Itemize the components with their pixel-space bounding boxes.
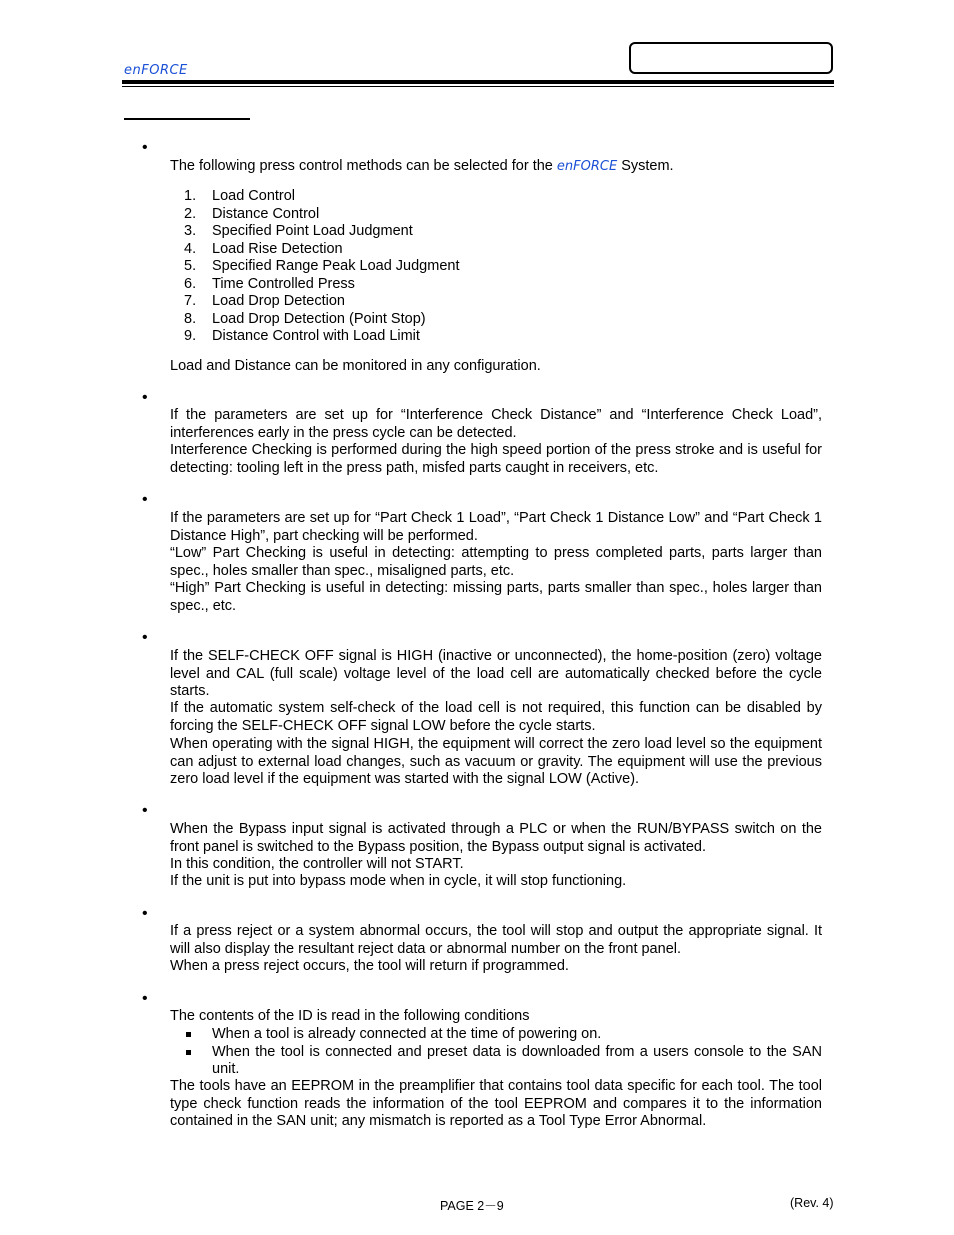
bypass-paragraph-3: If the unit is put into bypass mode when in cycle, it will stop functioning.	[170, 873, 627, 889]
control-method-label: Time Controlled Press	[212, 275, 355, 292]
control-method-number: 3.	[184, 223, 197, 239]
control-method-number: 1.	[184, 188, 197, 204]
revision: (Rev. 4)	[790, 1196, 834, 1210]
bullet-icon: •	[142, 629, 148, 646]
methods-intro: The following press control methods can be selected for the enFORCE System.	[170, 158, 674, 174]
part-check-paragraph-1: If the parameters are set up for “Part Check 1 Load”, “Part Check 1 Distance Low” and “Part Check 1 Distance High”, part checking will be performed.	[170, 510, 822, 544]
control-method-number: 4.	[184, 240, 197, 257]
interference-paragraph-1: If the parameters are set up for “Interference Check Distance” and “Interference Check Load”, interferences early in the press cycle can be detected.	[170, 407, 822, 441]
control-method-item	[170, 188, 459, 206]
control-method-label: Load Drop Detection	[212, 293, 345, 309]
control-method-number: 9.	[184, 328, 197, 344]
reject-paragraph-2: When a press reject occurs, the tool will return if programmed.	[170, 958, 569, 974]
control-method-label: Specified Range Peak Load Judgment	[212, 258, 460, 274]
reject-paragraph-1: If a press reject or a system abnormal occurs, the tool will stop and output the appropriate signal. It will also display the resultant reject data or abnormal number on the front panel.	[170, 923, 822, 957]
bullet-icon: •	[142, 139, 148, 156]
control-method-label: Load Rise Detection	[212, 240, 343, 257]
control-method-label: Load Drop Detection (Point Stop)	[212, 310, 426, 327]
enforce-brand-inline: enFORCE	[556, 159, 618, 174]
bullet-icon: •	[142, 802, 148, 819]
tool-id-paragraph-1: The contents of the ID is read in the following conditions	[170, 1008, 530, 1024]
self-check-paragraph-2: If the automatic system self-check of the load cell is not required, this function can be disabled by forcing the SELF-CHECK OFF signal LOW before the cycle starts.	[170, 700, 822, 734]
control-method-number: 8.	[184, 310, 197, 327]
control-method-number: 6.	[184, 275, 197, 292]
control-methods-list	[170, 188, 459, 346]
header-rule-thick	[122, 80, 834, 84]
list-item: When the tool is connected and preset data is downloaded from a users console to the SAN unit.	[170, 1044, 822, 1079]
square-bullet-icon	[170, 1026, 212, 1044]
control-method-item	[170, 206, 459, 224]
bullet-icon: •	[142, 990, 148, 1007]
control-method-number: 5.	[184, 258, 197, 274]
part-check-paragraph-2: “Low” Part Checking is useful in detecting: attempting to press completed parts, parts larger than spec., holes smaller than spec., misaligned parts, etc.	[170, 545, 822, 579]
tool-id-paragraph-2: The tools have an EEPROM in the preamplifier that contains tool data specific for each tool. The tool type check function reads the information of the tool EEPROM and compares it to the information contained in the SAN unit; any mismatch is reported as a Tool Type Error Abnormal.	[170, 1078, 822, 1130]
control-method-label: Load Control	[212, 188, 296, 204]
control-method-item	[170, 293, 459, 311]
control-method-item	[170, 311, 459, 329]
control-method-item	[170, 223, 459, 241]
list-item: When a tool is already connected at the time of powering on.	[170, 1026, 822, 1044]
square-bullet-icon	[170, 1044, 212, 1079]
enforce-logo: enFORCE	[124, 63, 188, 78]
bullet-icon: •	[142, 905, 148, 922]
methods-outro: Load and Distance can be monitored in any configuration.	[170, 358, 541, 374]
page-number: PAGE 2－9	[440, 1199, 504, 1213]
control-method-item	[170, 241, 459, 259]
control-method-item	[170, 328, 459, 346]
self-check-paragraph-3: When operating with the signal HIGH, the equipment will correct the zero load level so the equipment can adjust to external load changes, such as vacuum or gravity. The equipment will use the previous zero load level if the equipment was started with the signal LOW (Active).	[170, 736, 822, 788]
control-method-item	[170, 258, 459, 276]
bypass-paragraph-2: In this condition, the controller will not START.	[170, 856, 464, 872]
bullet-icon: •	[142, 389, 148, 406]
control-method-number: 7.	[184, 293, 197, 309]
bullet-icon: •	[142, 491, 148, 508]
interference-paragraph-2: Interference Checking is performed during the high speed portion of the press stroke and is useful for detecting: tooling left in the press path, misfed parts caught in receivers, etc.	[170, 442, 822, 476]
control-method-label: Distance Control	[212, 205, 320, 222]
control-method-item	[170, 276, 459, 294]
section-heading-underline	[124, 118, 250, 120]
header-rule-thin	[122, 86, 834, 87]
tool-id-conditions-list	[170, 1026, 822, 1079]
control-method-number: 2.	[184, 205, 197, 222]
self-check-paragraph-1: If the SELF-CHECK OFF signal is HIGH (inactive or unconnected), the home-position (zero) voltage level and CAL (full scale) voltage level of the load cell are automatically checked before the cycle starts.	[170, 648, 822, 700]
header-title-box	[629, 42, 833, 74]
control-method-label: Specified Point Load Judgment	[212, 223, 413, 239]
part-check-paragraph-3: “High” Part Checking is useful in detecting: missing parts, parts smaller than spec., holes larger than spec., etc.	[170, 580, 822, 614]
control-method-label: Distance Control with Load Limit	[212, 328, 420, 344]
bypass-paragraph-1: When the Bypass input signal is activated through a PLC or when the RUN/BYPASS switch on the front panel is switched to the Bypass position, the Bypass output signal is activated.	[170, 821, 822, 855]
